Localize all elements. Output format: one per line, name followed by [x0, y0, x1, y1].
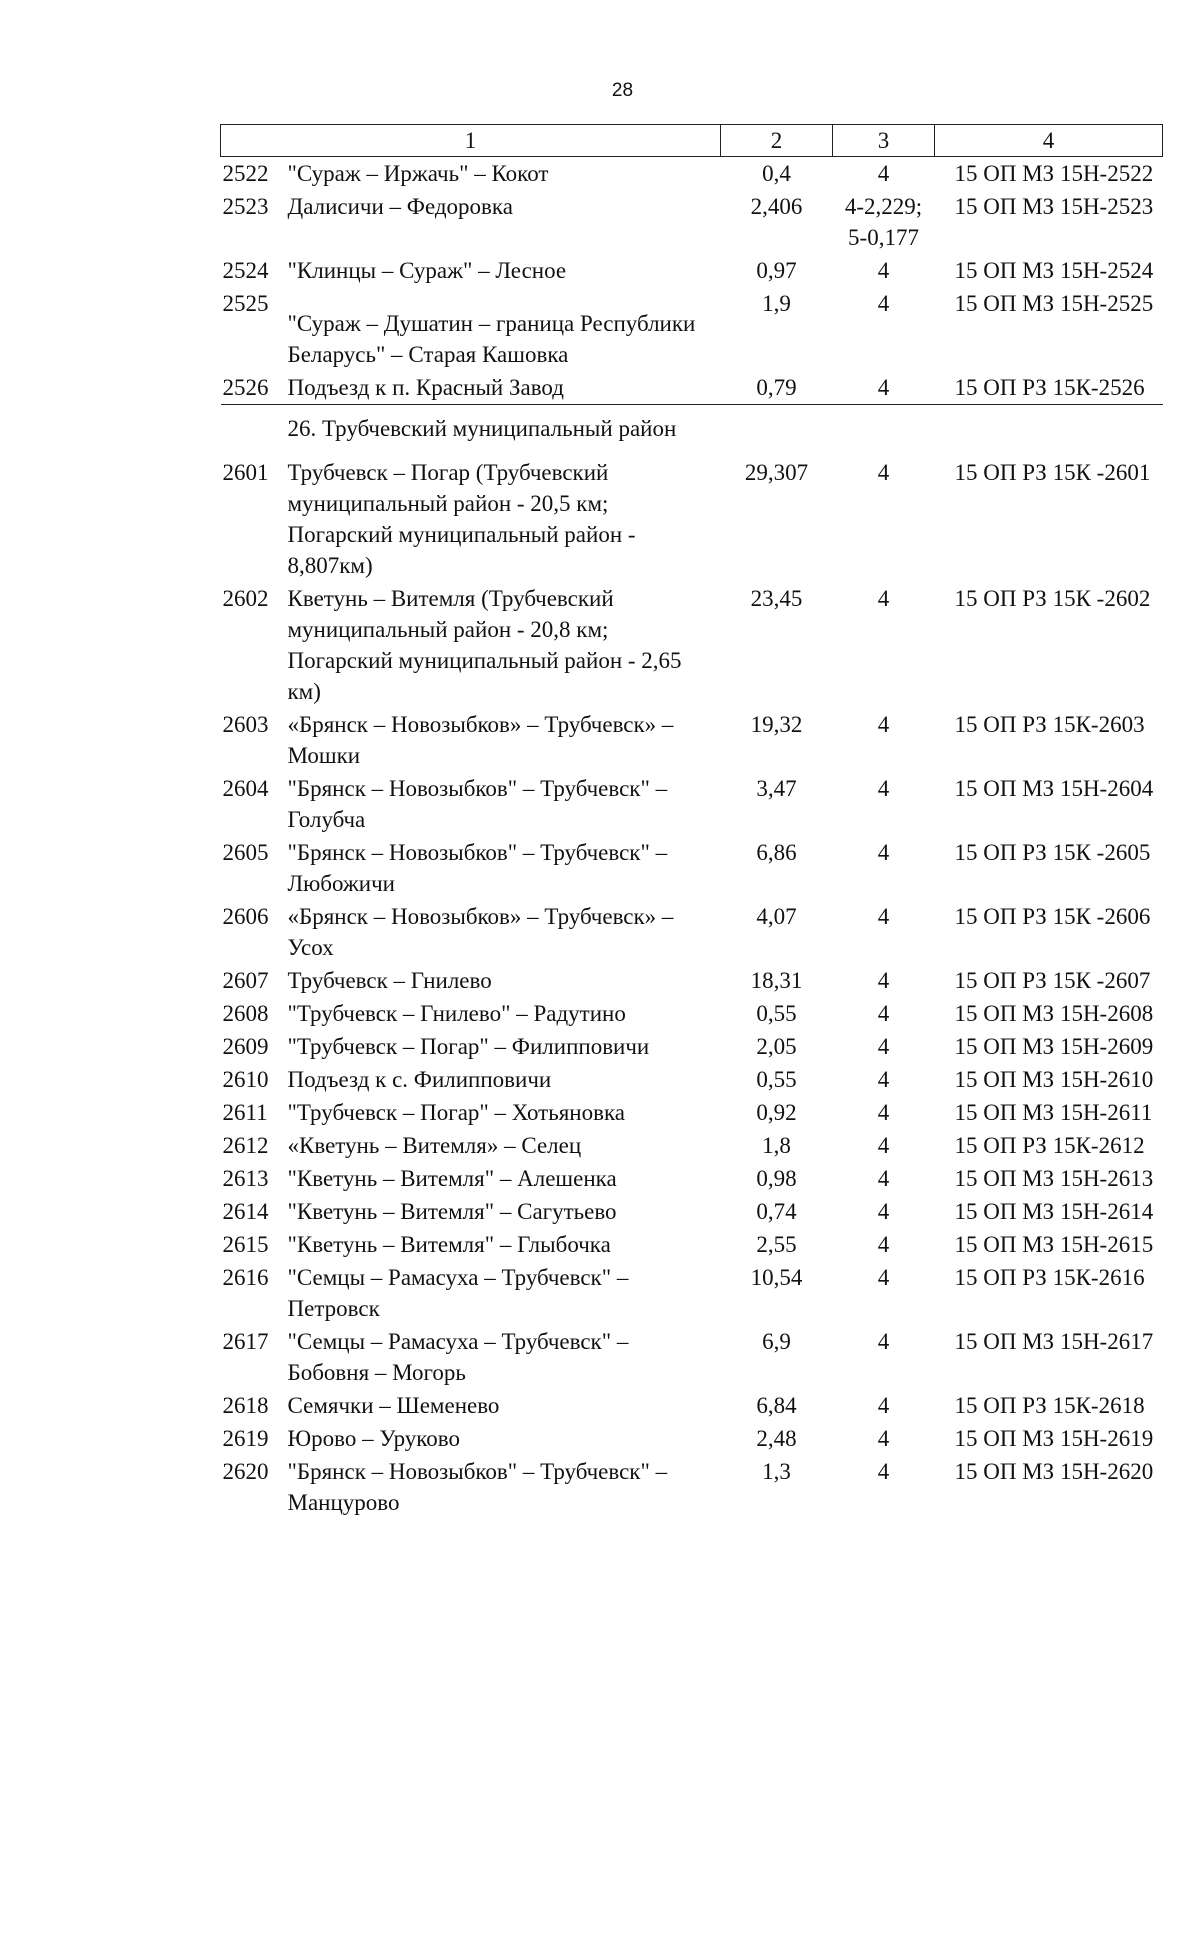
road-category: 4: [877, 1100, 890, 1125]
table-row: [221, 900, 1163, 964]
road-code: 15 ОП РЗ 15К -2602: [954, 586, 1151, 611]
road-length: 4,07: [756, 904, 797, 929]
table-row: [221, 456, 1163, 582]
road-code: 15 ОП РЗ 15К-2618: [954, 1393, 1145, 1418]
road-code: 15 ОП МЗ 15Н-2609: [954, 1034, 1154, 1059]
table-row: [221, 371, 1163, 405]
header-col-1: 1: [221, 125, 721, 157]
road-number: 2613: [222, 1166, 269, 1191]
road-name: "Кветунь – Витемля" – Сагутьево: [287, 1199, 617, 1224]
road-name: Трубчевск – Погар (Трубчевский муниципальный район - 20,5 км; Погарский муниципальный район - 8,807км): [287, 460, 636, 578]
road-number: 2615: [222, 1232, 269, 1257]
table-row: [221, 1063, 1163, 1096]
road-number: 2618: [222, 1393, 269, 1418]
table-row: [221, 1228, 1163, 1261]
road-category: 4: [877, 712, 890, 737]
road-category: 4: [877, 1232, 890, 1257]
road-category: 4: [877, 840, 890, 865]
road-number: 2526: [221, 371, 284, 405]
table-row: [221, 1162, 1163, 1195]
road-length: 2,55: [756, 1232, 797, 1257]
road-number: 2610: [222, 1067, 269, 1092]
table-row: [221, 1096, 1163, 1129]
table-body-after: [221, 456, 1163, 1519]
road-name: "Семцы – Рамасуха – Трубчевск" – Петровск: [287, 1265, 629, 1321]
road-name: Кветунь – Витемля (Трубчевский муниципальный район - 20,8 км; Погарский муниципальный район - 2,65 км): [287, 586, 682, 704]
road-length: 10,54: [750, 1265, 803, 1290]
road-number: 2604: [222, 776, 269, 801]
road-number: 2616: [222, 1265, 269, 1290]
road-name: "Брянск – Новозыбков" – Трубчевск" – Любожичи: [287, 840, 668, 896]
road-name: «Брянск – Новозыбков» – Трубчевск» – Усох: [287, 904, 674, 960]
road-code: 15 ОП МЗ 15Н-2615: [954, 1232, 1154, 1257]
road-category: 4-2,229; 5-0,177: [844, 194, 923, 250]
road-category: 4: [877, 1199, 890, 1224]
table-row: [221, 1195, 1163, 1228]
road-name: "Трубчевск – Погар" – Хотьяновка: [287, 1100, 625, 1125]
road-category: 4: [877, 460, 890, 485]
table-row: [221, 157, 1163, 191]
road-category: 4: [877, 1426, 890, 1451]
table-row: [221, 1422, 1163, 1455]
road-category: 4: [877, 968, 890, 993]
road-code: 15 ОП МЗ 15Н-2619: [954, 1426, 1154, 1451]
road-category: 4: [877, 1133, 890, 1158]
table-row: [221, 997, 1163, 1030]
table-row: [221, 1389, 1163, 1422]
road-length: 2,48: [756, 1426, 797, 1451]
road-number: 2606: [222, 904, 269, 929]
road-name: "Кветунь – Витемля" – Глыбочка: [287, 1232, 611, 1257]
road-length: 1,8: [762, 1133, 791, 1158]
road-length: 2,05: [756, 1034, 797, 1059]
road-code: 15 ОП МЗ 15Н-2613: [954, 1166, 1154, 1191]
road-code: 15 ОП РЗ 15К-2603: [954, 712, 1145, 737]
road-code: 15 ОП РЗ 15К -2607: [954, 968, 1151, 993]
road-code: 15 ОП РЗ 15К -2605: [954, 840, 1151, 865]
road-number: 2525: [222, 291, 269, 316]
road-length: 0,55: [756, 1067, 797, 1092]
road-name: "Брянск – Новозыбков" – Трубчевск" – Манцурово: [287, 1459, 668, 1515]
road-number: 2603: [222, 712, 269, 737]
table-row: [221, 1129, 1163, 1162]
table-row: [221, 254, 1163, 287]
road-number: 2609: [222, 1034, 269, 1059]
road-code: 15 ОП РЗ 15К -2606: [954, 904, 1151, 929]
road-length: 2,406: [750, 194, 803, 219]
road-code: 15 ОП МЗ 15Н-2522: [954, 161, 1154, 186]
road-length: 0,97: [756, 258, 797, 283]
road-number: 2608: [222, 1001, 269, 1026]
road-length: 6,86: [756, 840, 797, 865]
road-length: 0,79: [721, 371, 833, 405]
road-number: 2605: [222, 840, 269, 865]
road-category: 4: [877, 1329, 890, 1354]
road-name: Подъезд к п. Красный Завод: [284, 371, 721, 405]
table-row: [221, 1030, 1163, 1063]
road-code: 15 ОП РЗ 15К-2616: [954, 1265, 1145, 1290]
header-col-2: 2: [721, 125, 833, 157]
table-body-before: [221, 157, 1163, 405]
table-row: [221, 836, 1163, 900]
road-number: 2619: [222, 1426, 269, 1451]
table-row: [221, 964, 1163, 997]
road-code: 15 ОП МЗ 15Н-2523: [954, 194, 1154, 219]
road-code: 15 ОП МЗ 15Н-2617: [954, 1329, 1154, 1354]
table-row: [221, 287, 1163, 371]
road-name: Подъезд к с. Филипповичи: [287, 1067, 552, 1092]
road-category: 4: [877, 1001, 890, 1026]
road-number: 2607: [222, 968, 269, 993]
road-number: 2620: [222, 1459, 269, 1484]
table-row: [221, 190, 1163, 254]
road-category: 4: [877, 1067, 890, 1092]
road-name: "Клинцы – Сураж" – Лесное: [287, 258, 567, 283]
road-category: 4: [877, 161, 890, 186]
road-category: 4: [877, 258, 890, 283]
table-row: [221, 1455, 1163, 1519]
section-title: 26. Трубчевский муниципальный район: [287, 416, 677, 441]
header-col-3: 3: [833, 125, 935, 157]
road-name: «Брянск – Новозыбков» – Трубчевск» – Мошки: [287, 712, 674, 768]
road-category: 4: [877, 776, 890, 801]
section-body: [221, 405, 1163, 457]
road-name: Семячки – Шеменево: [287, 1393, 500, 1418]
road-code: 15 ОП МЗ 15Н-2525: [954, 291, 1154, 316]
road-length: 0,4: [762, 161, 791, 186]
road-name: "Трубчевск – Погар" – Филипповичи: [287, 1034, 650, 1059]
road-name: Трубчевск – Гнилево: [287, 968, 492, 993]
road-code: 15 ОП МЗ 15Н-2614: [954, 1199, 1154, 1224]
road-name: "Сураж – Душатин – граница Республики Беларусь" – Старая Кашовка: [287, 311, 696, 367]
road-length: 0,74: [756, 1199, 797, 1224]
road-length: 6,9: [762, 1329, 791, 1354]
road-number: 2601: [222, 460, 269, 485]
road-length: 0,98: [756, 1166, 797, 1191]
road-code: 15 ОП МЗ 15Н-2620: [954, 1459, 1154, 1484]
road-name: Юрово – Уруково: [287, 1426, 461, 1451]
table-row: [221, 772, 1163, 836]
road-number: 2617: [222, 1329, 269, 1354]
road-category: 4: [877, 1265, 890, 1290]
table-header-row: [221, 125, 1163, 157]
road-code: 15 ОП РЗ 15К-2612: [954, 1133, 1145, 1158]
road-length: 29,307: [744, 460, 809, 485]
road-category: 4: [877, 1459, 890, 1484]
roads-table-container: [220, 124, 1162, 1519]
road-code: 15 ОП МЗ 15Н-2604: [954, 776, 1154, 801]
road-length: 19,32: [750, 712, 803, 737]
road-name: "Брянск – Новозыбков" – Трубчевск" – Голубча: [287, 776, 668, 832]
road-length: 1,9: [762, 291, 791, 316]
road-category: 4: [833, 371, 935, 405]
road-length: 0,55: [756, 1001, 797, 1026]
road-category: 4: [877, 586, 890, 611]
road-category: 4: [877, 291, 890, 316]
table-row: [221, 1325, 1163, 1389]
road-number: 2602: [222, 586, 269, 611]
road-code: 15 ОП МЗ 15Н-2608: [954, 1001, 1154, 1026]
road-number: 2524: [222, 258, 269, 283]
road-number: 2523: [222, 194, 269, 219]
header-col-4: 4: [935, 125, 1163, 157]
road-code: 15 ОП РЗ 15К -2601: [954, 460, 1151, 485]
road-length: 6,84: [756, 1393, 797, 1418]
road-code: 15 ОП МЗ 15Н-2611: [954, 1100, 1153, 1125]
road-code: 15 ОП РЗ 15К-2526: [935, 371, 1163, 405]
road-length: 1,3: [762, 1459, 791, 1484]
page-number: 28: [611, 80, 634, 101]
table-row: [221, 582, 1163, 708]
section-row: [221, 405, 1163, 457]
road-number: 2614: [222, 1199, 269, 1224]
road-name: Далисичи – Федоровка: [287, 194, 513, 219]
road-category: 4: [877, 1393, 890, 1418]
road-length: 0,92: [756, 1100, 797, 1125]
road-length: 18,31: [750, 968, 803, 993]
road-category: 4: [877, 904, 890, 929]
road-name: "Трубчевск – Гнилево" – Радутино: [287, 1001, 626, 1026]
table-row: [221, 708, 1163, 772]
road-name: «Кветунь – Витемля» – Селец: [287, 1133, 582, 1158]
road-name: "Сураж – Иржачь" – Кокот: [287, 161, 549, 186]
road-number: 2612: [222, 1133, 269, 1158]
road-number: 2611: [222, 1100, 268, 1125]
road-category: 4: [877, 1166, 890, 1191]
road-code: 15 ОП МЗ 15Н-2610: [954, 1067, 1154, 1092]
road-name: "Семцы – Рамасуха – Трубчевск" – Бобовня – Могорь: [287, 1329, 629, 1385]
roads-table: [220, 124, 1163, 1519]
road-name: "Кветунь – Витемля" – Алешенка: [287, 1166, 617, 1191]
road-number: 2522: [222, 161, 269, 186]
road-length: 23,45: [750, 586, 803, 611]
road-category: 4: [877, 1034, 890, 1059]
road-code: 15 ОП МЗ 15Н-2524: [954, 258, 1154, 283]
road-length: 3,47: [756, 776, 797, 801]
table-row: [221, 1261, 1163, 1325]
